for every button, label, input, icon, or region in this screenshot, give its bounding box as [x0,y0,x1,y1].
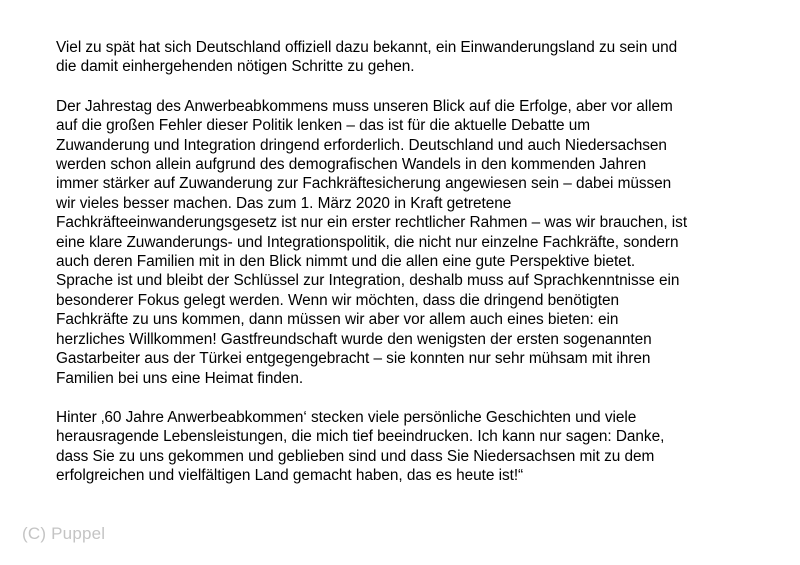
document-body [56,38,791,506]
text-line: die damit einhergehenden nötigen Schritte zu gehen. [56,58,415,76]
copyright-watermark: (C) Puppel [22,524,106,543]
text-line: werden schon allein aufgrund des demografischen Wandels in den kommenden Jahren [56,156,647,174]
paragraph-2 [56,97,791,388]
text-line: Hinter ‚60 Jahre Anwerbeabkommen‘ stecken viele persönliche Geschichten und viele [56,408,637,426]
text-line: Gastarbeiter aus der Türkei entgegengebracht – sie konnten nur sehr mühsam mit ihren [56,350,651,368]
text-line: wir vieles besser machen. Das zum 1. März 2020 in Kraft getretene [56,194,512,212]
text-line: immer stärker auf Zuwanderung zur Fachkräftesicherung angewiesen sein – dabei müssen [56,175,672,193]
text-line: Viel zu spät hat sich Deutschland offiziell dazu bekannt, ein Einwanderungsland zu sein und [56,39,678,56]
text-line: erfolgreichen und vielfältigen Land gemacht haben, das es heute ist!“ [56,467,524,485]
text-line: Zuwanderung und Integration dringend erforderlich. Deutschland und auch Niedersachsen [56,136,667,154]
paragraph-1 [56,38,791,77]
paragraph-3 [56,408,791,486]
text-line: Sprache ist und bleibt der Schlüssel zur Integration, deshalb muss auf Sprachkenntnisse ein [56,272,680,290]
text-line: herzliches Willkommen! Gastfreundschaft wurde den wenigsten der ersten sogenannten [56,330,652,348]
text-line: dass Sie zu uns gekommen und geblieben sind und dass Sie Niedersachsen mit zu dem [56,447,655,465]
text-line: eine klare Zuwanderungs- und Integrationspolitik, die nicht nur einzelne Fachkräfte, sondern [56,233,679,251]
text-line: auf die großen Fehler dieser Politik lenken – das ist für die aktuelle Debatte um [56,117,591,135]
text-line: Der Jahrestag des Anwerbeabkommens muss unseren Blick auf die Erfolge, aber vor allem [56,97,673,115]
text-line: besonderer Fokus gelegt werden. Wenn wir möchten, dass die dringend benötigten [56,291,620,309]
text-line: Fachkräfte zu uns kommen, dann müssen wir aber vor allem auch eines bieten: ein [56,311,619,329]
text-line: auch deren Familien mit in den Blick nimmt und die allen eine gute Perspektive bietet. [56,253,636,271]
text-line: Familien bei uns eine Heimat finden. [56,369,304,387]
text-line: herausragende Lebensleistungen, die mich tief beeindrucken. Ich kann nur sagen: Danke, [56,428,665,446]
text-line: Fachkräfteeinwanderungsgesetz ist nur ein erster rechtlicher Rahmen – was wir brauchen, ist [56,214,688,232]
